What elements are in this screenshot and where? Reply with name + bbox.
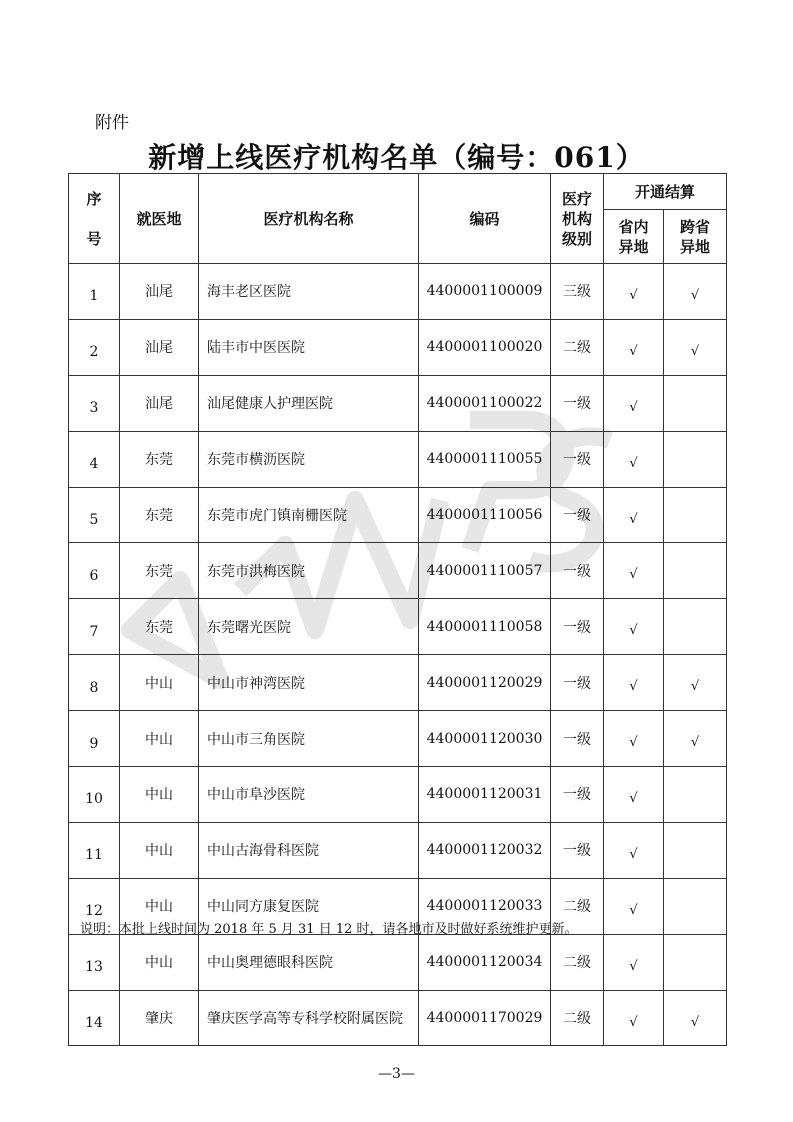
header-cross-province: 跨省 异地 (664, 210, 727, 264)
row-cross-province-check (664, 878, 727, 934)
header-code: 编码 (419, 174, 551, 264)
row-location: 东莞 (120, 543, 199, 599)
row-location: 汕尾 (120, 319, 199, 375)
header-settlement: 开通结算 (604, 174, 727, 210)
row-level: 一级 (551, 543, 604, 599)
row-location: 汕尾 (120, 375, 199, 431)
row-code: 4400001120030 (419, 711, 551, 767)
header-name: 医疗机构名称 (199, 174, 419, 264)
row-index: 2 (69, 319, 120, 375)
row-code: 4400001110055 (419, 431, 551, 487)
table-row (69, 655, 727, 711)
row-in-province-check: √ (604, 543, 664, 599)
row-level: 一级 (551, 767, 604, 823)
row-level: 二级 (551, 878, 604, 934)
table-row (69, 543, 727, 599)
table-row (69, 264, 727, 320)
table-row (69, 431, 727, 487)
row-in-province-check: √ (604, 599, 664, 655)
row-index: 10 (69, 767, 120, 823)
row-name: 陆丰市中医医院 (199, 319, 419, 375)
row-level: 一级 (551, 487, 604, 543)
row-cross-province-check (664, 934, 727, 990)
row-index: 3 (69, 375, 120, 431)
row-in-province-check: √ (604, 711, 664, 767)
row-code: 4400001110058 (419, 599, 551, 655)
row-location: 中山 (120, 711, 199, 767)
row-location: 中山 (120, 934, 199, 990)
row-level: 二级 (551, 319, 604, 375)
row-code: 4400001120034 (419, 934, 551, 990)
row-index: 7 (69, 599, 120, 655)
row-level: 三级 (551, 264, 604, 320)
row-code: 4400001120031 (419, 767, 551, 823)
row-cross-province-check (664, 375, 727, 431)
row-in-province-check: √ (604, 655, 664, 711)
row-cross-province-check (664, 431, 727, 487)
row-location: 中山 (120, 767, 199, 823)
table-row (69, 711, 727, 767)
row-location: 东莞 (120, 431, 199, 487)
page-number: —3— (378, 1066, 415, 1082)
row-in-province-check: √ (604, 319, 664, 375)
row-cross-province-check (664, 487, 727, 543)
row-name: 汕尾健康人护理医院 (199, 375, 419, 431)
row-cross-province-check: √ (664, 711, 727, 767)
row-code: 4400001110057 (419, 543, 551, 599)
row-name: 东莞市横沥医院 (199, 431, 419, 487)
row-location: 中山 (120, 822, 199, 878)
table-row (69, 990, 727, 1046)
row-cross-province-check: √ (664, 990, 727, 1046)
table-row (69, 934, 727, 990)
row-name: 中山古海骨科医院 (199, 822, 419, 878)
row-in-province-check: √ (604, 767, 664, 823)
row-in-province-check: √ (604, 264, 664, 320)
row-level: 一级 (551, 599, 604, 655)
table-row (69, 487, 727, 543)
row-location: 肇庆 (120, 990, 199, 1046)
row-index: 12 (69, 878, 120, 934)
row-in-province-check: √ (604, 878, 664, 934)
row-level: 一级 (551, 375, 604, 431)
row-cross-province-check (664, 767, 727, 823)
note-text: 说明：本批上线时间为 2018 年 5 月 31 日 12 时，请各地市及时做好系统维护更新。 (80, 922, 578, 937)
row-cross-province-check (664, 599, 727, 655)
row-code: 4400001170029 (419, 990, 551, 1046)
row-level: 一级 (551, 431, 604, 487)
row-location: 中山 (120, 655, 199, 711)
header-level: 医疗 机构 级别 (551, 174, 604, 264)
row-index: 6 (69, 543, 120, 599)
row-level: 一级 (551, 655, 604, 711)
row-index: 14 (69, 990, 120, 1046)
row-index: 5 (69, 487, 120, 543)
row-code: 4400001100020 (419, 319, 551, 375)
attachment-label: 附件 (95, 113, 129, 133)
row-index: 4 (69, 431, 120, 487)
row-location: 东莞 (120, 487, 199, 543)
row-cross-province-check (664, 543, 727, 599)
row-level: 一级 (551, 711, 604, 767)
table-row (69, 599, 727, 655)
row-name: 中山市三角医院 (199, 711, 419, 767)
row-cross-province-check: √ (664, 319, 727, 375)
row-name: 中山市阜沙医院 (199, 767, 419, 823)
row-level: 一级 (551, 822, 604, 878)
row-cross-province-check (664, 822, 727, 878)
row-in-province-check: √ (604, 822, 664, 878)
table-row (69, 822, 727, 878)
row-cross-province-check: √ (664, 264, 727, 320)
row-cross-province-check: √ (664, 655, 727, 711)
row-location: 中山 (120, 878, 199, 934)
header-index: 序 号 (69, 174, 120, 264)
table-row (69, 767, 727, 823)
row-code: 4400001110056 (419, 487, 551, 543)
row-index: 1 (69, 264, 120, 320)
row-level: 二级 (551, 934, 604, 990)
header-location: 就医地 (120, 174, 199, 264)
institution-table (68, 173, 727, 1046)
row-in-province-check: √ (604, 487, 664, 543)
row-name: 东莞市洪梅医院 (199, 543, 419, 599)
row-location: 汕尾 (120, 264, 199, 320)
row-name: 中山同方康复医院 (199, 878, 419, 934)
row-level: 二级 (551, 990, 604, 1046)
row-in-province-check: √ (604, 375, 664, 431)
row-name: 中山奥理德眼科医院 (199, 934, 419, 990)
row-code: 4400001100022 (419, 375, 551, 431)
row-name: 肇庆医学高等专科学校附属医院 (199, 990, 419, 1046)
row-name: 中山市神湾医院 (199, 655, 419, 711)
row-index: 8 (69, 655, 120, 711)
table-row (69, 375, 727, 431)
row-location: 东莞 (120, 599, 199, 655)
row-name: 东莞曙光医院 (199, 599, 419, 655)
header-in-province: 省内 异地 (604, 210, 664, 264)
page-title: 新增上线医疗机构名单（编号：061） (148, 141, 645, 174)
row-in-province-check: √ (604, 934, 664, 990)
row-index: 9 (69, 711, 120, 767)
row-code: 4400001120032 (419, 822, 551, 878)
row-code: 4400001100009 (419, 264, 551, 320)
row-in-province-check: √ (604, 990, 664, 1046)
table-row (69, 319, 727, 375)
row-code: 4400001120029 (419, 655, 551, 711)
row-in-province-check: √ (604, 431, 664, 487)
row-index: 11 (69, 822, 120, 878)
row-name: 海丰老区医院 (199, 264, 419, 320)
row-index: 13 (69, 934, 120, 990)
row-code: 4400001120033 (419, 878, 551, 934)
row-name: 东莞市虎门镇南栅医院 (199, 487, 419, 543)
